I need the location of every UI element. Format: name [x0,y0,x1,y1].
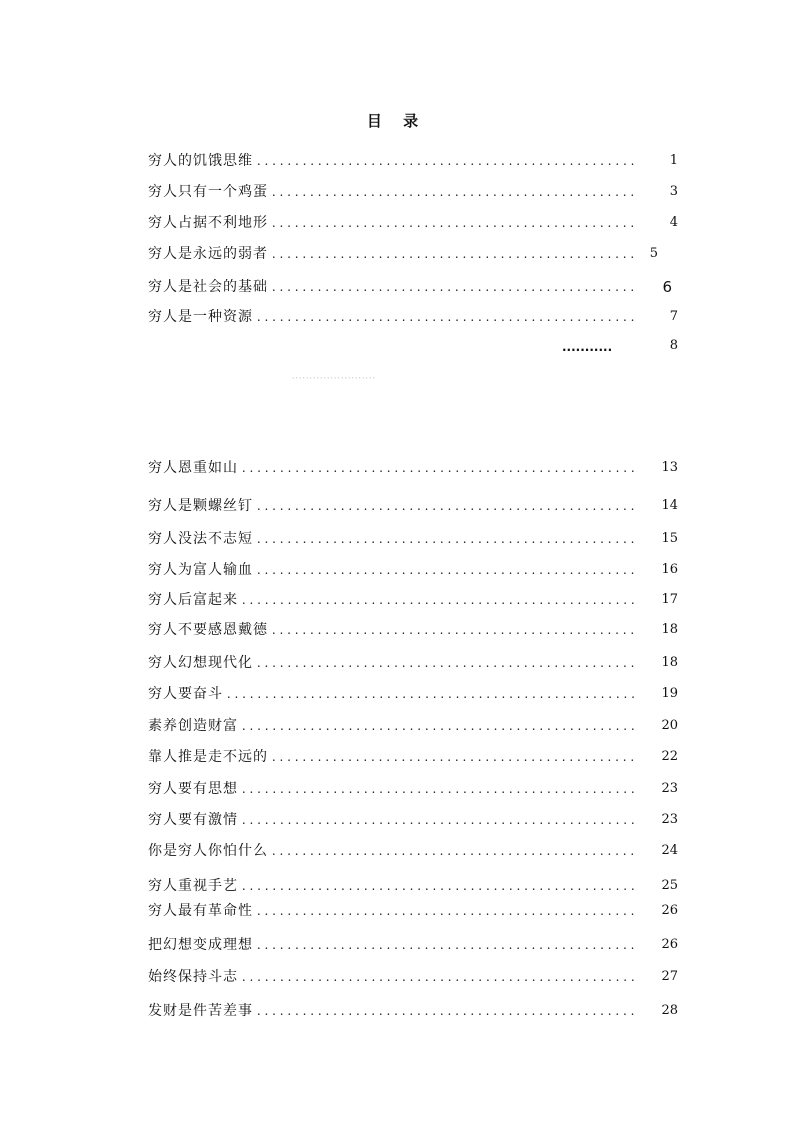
toc-entry-page: 3 [669,184,678,199]
toc-entry-title: 把幻想变成理想 . . . [148,934,638,956]
toc-entry-title: 穷人为富人输血 . . . [148,559,638,581]
toc-entry-title: 你是穷人你怕什么 . . . [148,840,638,862]
orphan-page-number: 8 [669,338,678,353]
faint-marks: ˎˎˎˎˎˎˎˎˎˎˎˎˎˎˎˎˎˎˎˎˎˎˎˎ [292,372,376,379]
toc-entry-page: 18 [661,655,678,670]
toc-entry-title: 穷人只有一个鸡蛋 . . . [148,181,638,203]
toc-entry[interactable] [148,652,678,674]
toc-entry-title: 穷人不要感恩戴德 . . . [148,619,638,641]
toc-entry-title: 穷人是颗螺丝钉 . . . [148,495,638,517]
toc-entry-title: 穷人最有革命性 . . . [148,900,638,922]
toc-entry-title: 始终保持斗志 . . . [148,966,638,988]
toc-entry-title: 穷人要有激情 . . . [148,809,638,831]
toc-entry-page: 25 [661,878,678,893]
toc-entry-page: 4 [669,215,678,230]
toc-entry-title: 穷人占据不利地形 . . . [148,212,638,234]
toc-entry[interactable] [148,619,678,641]
toc-entry-page: 6 [662,278,672,296]
toc-entry[interactable] [148,840,678,862]
toc-entry-page: 22 [661,749,678,764]
toc-entry[interactable] [148,589,678,611]
toc-entry-page: 27 [661,969,678,984]
toc-entry[interactable] [148,559,678,581]
toc-entry[interactable] [148,778,678,800]
toc-entry-page: 26 [661,937,678,952]
toc-entry-page: 16 [661,562,678,577]
toc-entry[interactable] [148,900,678,922]
toc-entry-title: 穷人幻想现代化 . . . [148,652,638,674]
toc-entry-page: 15 [661,531,678,546]
toc-entry-page: 24 [661,843,678,858]
toc-entry-title: 发财是件苦差事 . . . [148,1000,638,1022]
toc-entry[interactable] [148,243,678,265]
toc-entry[interactable] [148,1000,678,1022]
toc-entry[interactable] [148,457,678,479]
toc-entry-title: 靠人推是走不远的 . . . [148,746,638,768]
toc-entry-title: 穷人恩重如山 . . . [148,457,638,479]
toc-entry[interactable] [148,495,678,517]
toc-entry-title: 穷人重视手艺 . . . [148,875,638,897]
toc-entry-page: 23 [661,812,678,827]
toc-entry-page: 7 [669,309,678,324]
toc-entry-title: 穷人的饥饿思维 . . . [148,150,638,172]
toc-entry-page: 20 [661,718,678,733]
toc-entry-page: 1 [669,153,678,168]
toc-entry[interactable] [148,212,678,234]
toc-entry-title: 穷人是社会的基础 . . . [148,276,638,298]
toc-entry[interactable] [148,746,678,768]
toc-title: 目 录 [366,112,427,130]
toc-entry[interactable] [148,181,678,203]
toc-entry-title: 穷人要奋斗 . . . [148,683,638,705]
toc-entry[interactable] [148,809,678,831]
toc-entry-page: 17 [661,592,678,607]
toc-entry[interactable] [148,306,678,328]
toc-entry-title: 穷人没法不志短 . . . [148,528,638,550]
toc-entry[interactable] [148,934,678,956]
toc-entry-page: 5 [649,246,658,261]
toc-entry[interactable] [148,966,678,988]
toc-entry-page: 23 [661,781,678,796]
toc-entry-page: 18 [661,622,678,637]
toc-entry-title: 穷人是永远的弱者 . . . [148,243,638,265]
toc-entry-title: 穷人后富起来 . . . [148,589,638,611]
orphan-dot-leader: ........... [562,340,613,354]
toc-entry[interactable] [148,875,678,897]
toc-entry-title: 素养创造财富 . . . [148,715,638,737]
toc-entry-page: 13 [661,460,678,475]
toc-entry[interactable] [148,528,678,550]
toc-entry[interactable] [148,715,678,737]
toc-entry-page: 14 [661,498,678,513]
toc-entry-title: 穷人要有思想 . . . [148,778,638,800]
toc-entry[interactable] [148,276,678,298]
toc-entry[interactable] [148,683,678,705]
toc-entry-page: 19 [661,686,678,701]
toc-entry-page: 26 [661,903,678,918]
toc-entry-title: 穷人是一种资源 . . . [148,306,638,328]
toc-entry-page: 28 [661,1003,678,1018]
toc-entry[interactable] [148,150,678,172]
